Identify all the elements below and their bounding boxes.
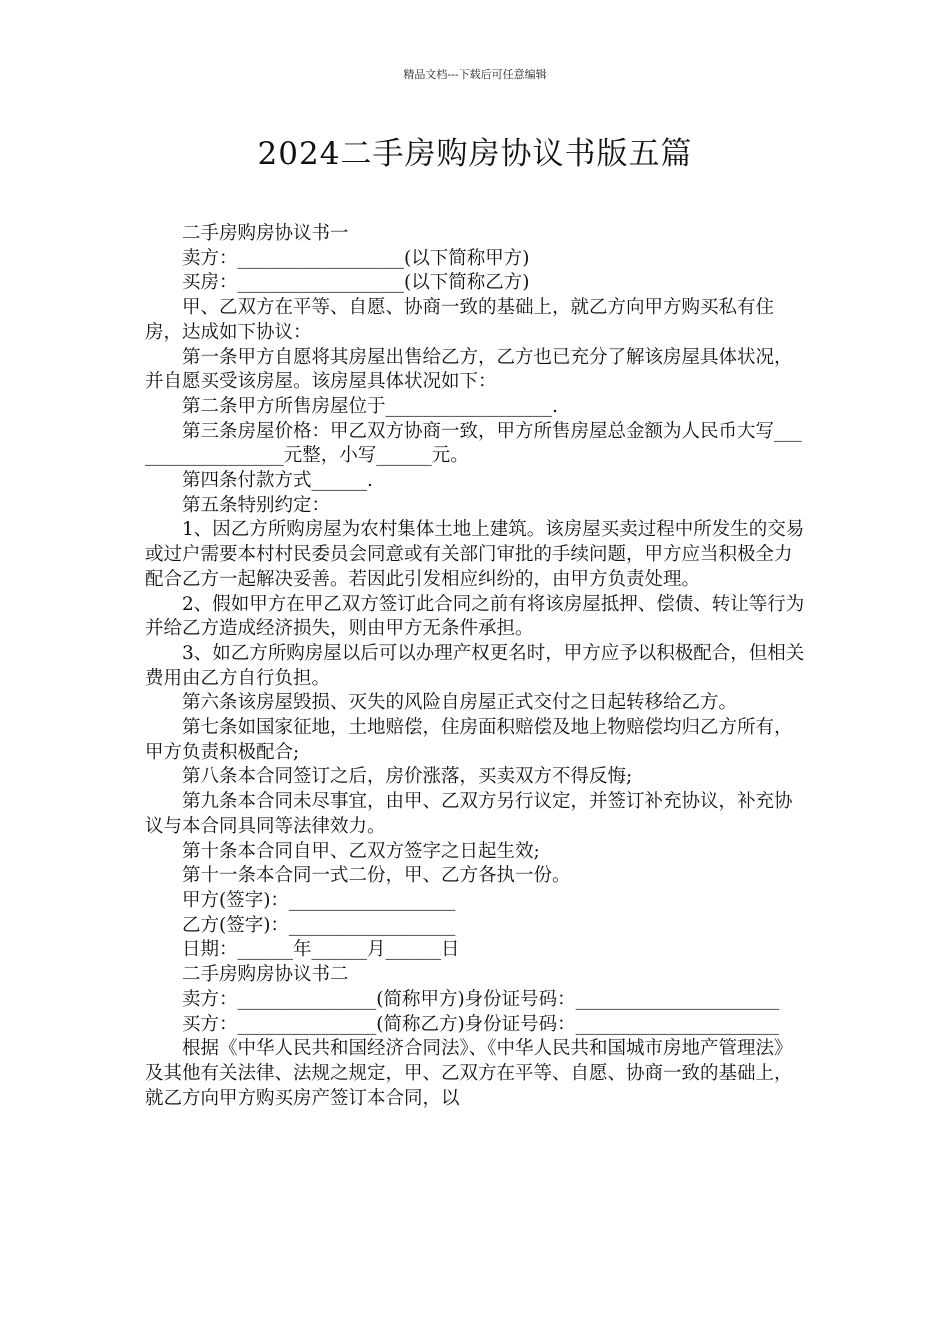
article-1: 第一条甲方自愿将其房屋出售给乙方，乙方也已充分了解该房屋具体状况，并自愿买受该房屋。该房屋具体状况如下： [145,346,793,393]
article-11: 第十一条本合同一式二份，甲、乙方各执一份。 [182,865,571,887]
seller-id-line: 卖方：_______________(简称甲方)身份证号码：______________________ [182,988,780,1010]
article-4: 第四条付款方式______. [182,470,373,492]
buyer-line: 买房：__________________(以下简称乙方) [182,272,530,294]
date-line: 日期：______年______月______日 [182,939,460,961]
party-b-signature: 乙方(签字)：__________________ [182,914,456,936]
article-9: 第九条本合同未尽事宜，由甲、乙双方另行议定，并签订补充协议，补充协议与本合同具同等法律效力。 [145,791,793,837]
article-7: 第七条如国家征地，土地赔偿，住房面积赔偿及地上物赔偿均归乙方所有，甲方负责积极配合; [145,717,793,763]
preamble-paragraph: 甲、乙双方在平等、自愿、协商一致的基础上，就乙方向甲方购买私有住房，达成如下协议： [145,297,775,343]
article-6: 第六条该房屋毁损、灭失的风险自房屋正式交付之日起转移给乙方。 [182,692,738,714]
section-heading-2: 二手房购房协议书二 [182,964,349,986]
article-8: 第八条本合同签订之后，房价涨落，买卖双方不得反悔; [182,766,633,788]
clause-1: 1、因乙方所购房屋为农村集体土地上建筑。该房屋买卖过程中所发生的交易或过户需要本村村民委员会同意或有关部门审批的手续问题，甲方应当积极全力配合乙方一起解决妥善。若因此引发相应纠纷的，由甲方负责处理。 [145,519,805,590]
legal-basis-paragraph: 根据《中华人民共和国经济合同法》、《中华人民共和国城市房地产管理法》及其他有关法律、法规之规定，甲、乙双方在平等、自愿、协商一致的基础上，就乙方向甲方购买房产签订本合同，以 [145,1038,793,1109]
document-title: 2024二手房购房协议书版五篇 [257,136,693,172]
section-heading-1: 二手房购房协议书一 [182,223,349,244]
clause-3: 3、如乙方所购房屋以后可以办理产权更名时，甲方应予以积极配合，但相关费用由乙方自行负担。 [145,642,805,689]
article-3: 第三条房屋价格：甲乙双方协商一致，甲方所售房屋总金额为人民币大写__________________元整，小写______元。 [145,420,802,467]
party-a-signature: 甲方(签字)：__________________ [182,889,456,911]
article-10: 第十条本合同自甲、乙双方签字之日起生效; [182,840,540,862]
article-5: 第五条特别约定： [182,494,331,516]
clause-2: 2、假如甲方在甲乙双方签订此合同之前有将该房屋抵押、偿债、转让等行为并给乙方造成经济损失，则由甲方无条件承担。 [145,593,805,640]
article-2: 第二条甲方所售房屋位于__________________. [182,395,558,417]
page-header: 精品文档---下载后可任意编辑 [403,68,547,81]
seller-line: 卖方：__________________(以下简称甲方) [182,247,530,269]
buyer-id-line: 买方：_______________(简称乙方)身份证号码：______________________ [182,1013,780,1035]
document-body [145,222,807,1111]
